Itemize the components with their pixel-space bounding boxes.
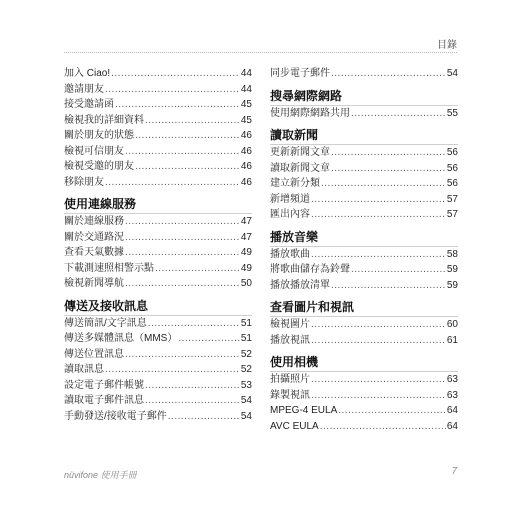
toc-entry-label: 使用網際網路共用: [270, 107, 350, 119]
section-heading: 搜尋網際網路: [270, 88, 343, 103]
toc-entry-page: 63: [446, 389, 458, 401]
toc-section: [270, 66, 458, 82]
dot-leader: [311, 192, 446, 208]
toc-entry[interactable]: [270, 247, 458, 263]
dot-leader: [320, 419, 446, 435]
toc-entry-page: 52: [240, 348, 252, 360]
toc-entry-page: 57: [446, 209, 458, 220]
toc-entry-page: 46: [240, 145, 252, 157]
toc-entry-label: 移除朋友: [64, 176, 104, 188]
toc-section: [270, 88, 458, 122]
toc-entry-label: 傳送多媒體訊息（MMS）: [64, 333, 178, 344]
toc-entry[interactable]: [64, 347, 252, 363]
toc-entry-page: 64: [446, 420, 458, 432]
toc-entry[interactable]: [64, 393, 252, 409]
dot-leader: [331, 145, 446, 161]
toc-entry-page: 63: [446, 374, 458, 385]
toc-entry[interactable]: [64, 409, 252, 425]
dot-leader: [351, 106, 446, 122]
toc-entry-label: 查看天氣數據: [64, 247, 124, 258]
section-heading: 讀取新聞: [270, 128, 319, 142]
dot-leader: [331, 161, 446, 177]
toc-entry[interactable]: [270, 262, 458, 278]
toc-entry-page: 56: [446, 162, 458, 174]
toc-entry[interactable]: [270, 106, 458, 122]
toc-entry-page: 53: [240, 379, 252, 391]
dot-leader: [311, 388, 446, 404]
toc-entry-page: 46: [240, 130, 252, 141]
toc-entry-label: 手動發送/接收電子郵件: [64, 410, 167, 422]
toc-entry[interactable]: [270, 403, 458, 419]
toc-entry-label: 讀取新聞文章: [270, 162, 330, 174]
toc-entry-label: 新增頻道: [270, 193, 310, 205]
header-divider: [64, 52, 457, 53]
toc-left-column: [64, 66, 252, 424]
toc-entry-page: 60: [446, 319, 458, 330]
toc-entry-label: 下載測速照相警示點: [64, 262, 154, 274]
toc-entry-page: 64: [446, 405, 458, 416]
toc-entry-list: [270, 371, 458, 434]
toc-entry-page: 44: [240, 83, 252, 95]
toc-entry-label: 傳送位置訊息: [64, 348, 124, 360]
toc-section: [270, 299, 458, 348]
toc-entry-label: 讀取電子郵件訊息: [64, 395, 144, 406]
toc-entry-label: 將歌曲儲存為鈴聲: [270, 264, 350, 275]
dot-leader: [338, 403, 446, 419]
toc-entry-page: 54: [240, 395, 252, 406]
toc-entry-page: 46: [240, 176, 252, 188]
toc-entry-page: 54: [240, 410, 252, 422]
toc-entry[interactable]: [270, 207, 458, 223]
toc-entry-page: 56: [446, 147, 458, 158]
dot-leader: [111, 66, 240, 82]
toc-section: [270, 229, 458, 294]
toc-entry-label: 匯出內容: [270, 209, 310, 220]
toc-entry[interactable]: [270, 278, 458, 294]
toc-entry-label: AVC EULA: [270, 420, 319, 432]
toc-entry[interactable]: [270, 388, 458, 404]
toc-entry[interactable]: [270, 176, 458, 192]
dot-leader: [135, 128, 240, 144]
dot-leader: [311, 333, 446, 349]
toc-entry-page: 49: [240, 262, 252, 274]
dot-leader: [321, 176, 446, 192]
toc-entry-label: 檢視可信朋友: [64, 145, 124, 157]
section-heading: 查看圖片和視訊: [270, 300, 355, 314]
dot-leader: [115, 97, 240, 113]
page-header-title: 目錄: [437, 40, 457, 51]
toc-entry[interactable]: [270, 66, 458, 82]
dot-leader: [105, 362, 240, 378]
dot-leader: [178, 331, 240, 347]
dot-leader: [125, 214, 240, 230]
dot-leader: [105, 175, 240, 191]
toc-entry[interactable]: [64, 97, 252, 113]
toc-entry[interactable]: [64, 261, 252, 277]
toc-entry[interactable]: [270, 333, 458, 349]
toc-entry[interactable]: [64, 175, 252, 191]
toc-entry[interactable]: [270, 192, 458, 208]
toc-entry-label: 檢視我的詳細資料: [64, 114, 144, 126]
toc-entry-label: 更新新聞文章: [270, 147, 330, 158]
toc-entry-page: 51: [240, 333, 252, 344]
toc-entry[interactable]: [64, 128, 252, 144]
toc-section: [64, 66, 252, 190]
section-heading: 播放音樂: [270, 229, 319, 244]
toc-entry-label: 建立新分類: [270, 178, 320, 189]
dot-leader: [351, 262, 446, 278]
toc-entry[interactable]: [270, 372, 458, 388]
toc-entry[interactable]: [64, 276, 252, 292]
toc-entry-page: 57: [446, 193, 458, 205]
toc-entry-page: 46: [240, 161, 252, 172]
dot-leader: [125, 245, 240, 261]
toc-entry[interactable]: [64, 113, 252, 129]
toc-entry[interactable]: [64, 331, 252, 347]
section-heading: 使用連線服務: [64, 197, 137, 211]
dot-leader: [311, 317, 446, 333]
toc-entry[interactable]: [64, 214, 252, 230]
dot-leader: [145, 393, 240, 409]
toc-entry-label: 關於連線服務: [64, 216, 124, 227]
toc-entry[interactable]: [64, 82, 252, 98]
toc-section: [64, 196, 252, 292]
toc-entry-label: 檢視新聞導航: [64, 278, 124, 289]
toc-entry-label: 同步電子郵件: [270, 68, 330, 79]
dot-leader: [125, 347, 240, 363]
toc-entry-page: 59: [446, 264, 458, 275]
toc-entry-label: 播放播放清單: [270, 279, 330, 291]
dot-leader: [311, 207, 446, 223]
dot-leader: [168, 409, 240, 425]
toc-entry-label: 播放視訊: [270, 334, 310, 346]
dot-leader: [311, 247, 446, 263]
toc-entry-label: 設定電子郵件帳號: [64, 379, 144, 391]
toc-entry-page: 52: [240, 364, 252, 375]
dot-leader: [311, 372, 446, 388]
toc-entry-page: 47: [240, 231, 252, 243]
dot-leader: [125, 276, 240, 292]
toc-entry[interactable]: [270, 161, 458, 177]
toc-entry-label: 加入 Ciao!: [64, 68, 111, 79]
toc-entry[interactable]: [64, 362, 252, 378]
toc-entry-list: [270, 66, 458, 82]
dot-leader: [148, 316, 240, 332]
toc-entry-list: [64, 213, 252, 292]
dot-leader: [125, 144, 240, 160]
toc-entry-label: 傳送簡訊/文字訊息: [64, 317, 147, 329]
toc-entry[interactable]: [64, 245, 252, 261]
toc-entry-page: 50: [240, 278, 252, 289]
toc-entry-page: 47: [240, 216, 252, 227]
toc-section: [270, 127, 458, 223]
toc-entry-list: [270, 246, 458, 294]
toc-entry-label: 接受邀請函: [64, 99, 114, 110]
toc-entry[interactable]: [64, 230, 252, 246]
toc-entry-page: 55: [446, 107, 458, 119]
toc-entry-label: 邀請朋友: [64, 83, 104, 95]
toc-entry[interactable]: [270, 317, 458, 333]
toc-entry[interactable]: [270, 145, 458, 161]
toc-entry[interactable]: [64, 316, 252, 332]
toc-entry-label: 讀取訊息: [64, 364, 104, 375]
toc-entry-page: 58: [446, 248, 458, 260]
toc-section: [270, 354, 458, 434]
toc-entry-label: 播放歌曲: [270, 248, 310, 260]
toc-entry[interactable]: [64, 159, 252, 175]
toc-entry-list: [64, 66, 252, 190]
toc-entry-list: [270, 105, 458, 122]
toc-entry-page: 59: [446, 279, 458, 291]
toc-entry-label: 關於朋友的狀態: [64, 130, 134, 141]
toc-entry-label: 錄製視訊: [270, 389, 310, 401]
toc-entry-page: 54: [446, 68, 458, 79]
toc-entry-page: 45: [240, 99, 252, 110]
toc-right-column: [270, 66, 458, 434]
toc-entry-list: [270, 316, 458, 348]
toc-entry[interactable]: [270, 419, 458, 435]
toc-entry-page: 49: [240, 247, 252, 258]
dot-leader: [145, 113, 240, 129]
toc-entry-page: 44: [240, 68, 252, 79]
toc-entry-list: [270, 144, 458, 223]
dot-leader: [145, 378, 240, 394]
toc-entry[interactable]: [64, 378, 252, 394]
toc-entry-page: 45: [240, 114, 252, 126]
footer-manual-title: nüvifone 使用手冊: [64, 470, 137, 480]
toc-entry-label: 檢視受邀的朋友: [64, 161, 134, 172]
section-heading: 使用相機: [270, 355, 319, 369]
dot-leader: [331, 66, 446, 82]
toc-entry-list: [64, 315, 252, 425]
toc-entry-label: 檢視圖片: [270, 319, 310, 330]
toc-entry[interactable]: [64, 66, 252, 82]
toc-section: [64, 298, 252, 425]
toc-entry-page: 61: [446, 334, 458, 346]
toc-entry-page: 51: [240, 317, 252, 329]
dot-leader: [125, 230, 240, 246]
toc-entry-label: 拍攝照片: [270, 374, 310, 385]
dot-leader: [135, 159, 240, 175]
footer-page-number: 7: [451, 466, 457, 477]
toc-entry-page: 56: [446, 178, 458, 189]
dot-leader: [331, 278, 446, 294]
toc-entry-label: 關於交通路況: [64, 231, 124, 243]
toc-entry-label: MPEG-4 EULA: [270, 405, 338, 416]
section-heading: 傳送及接收訊息: [64, 298, 149, 313]
dot-leader: [105, 82, 240, 98]
toc-entry[interactable]: [64, 144, 252, 160]
dot-leader: [155, 261, 240, 277]
